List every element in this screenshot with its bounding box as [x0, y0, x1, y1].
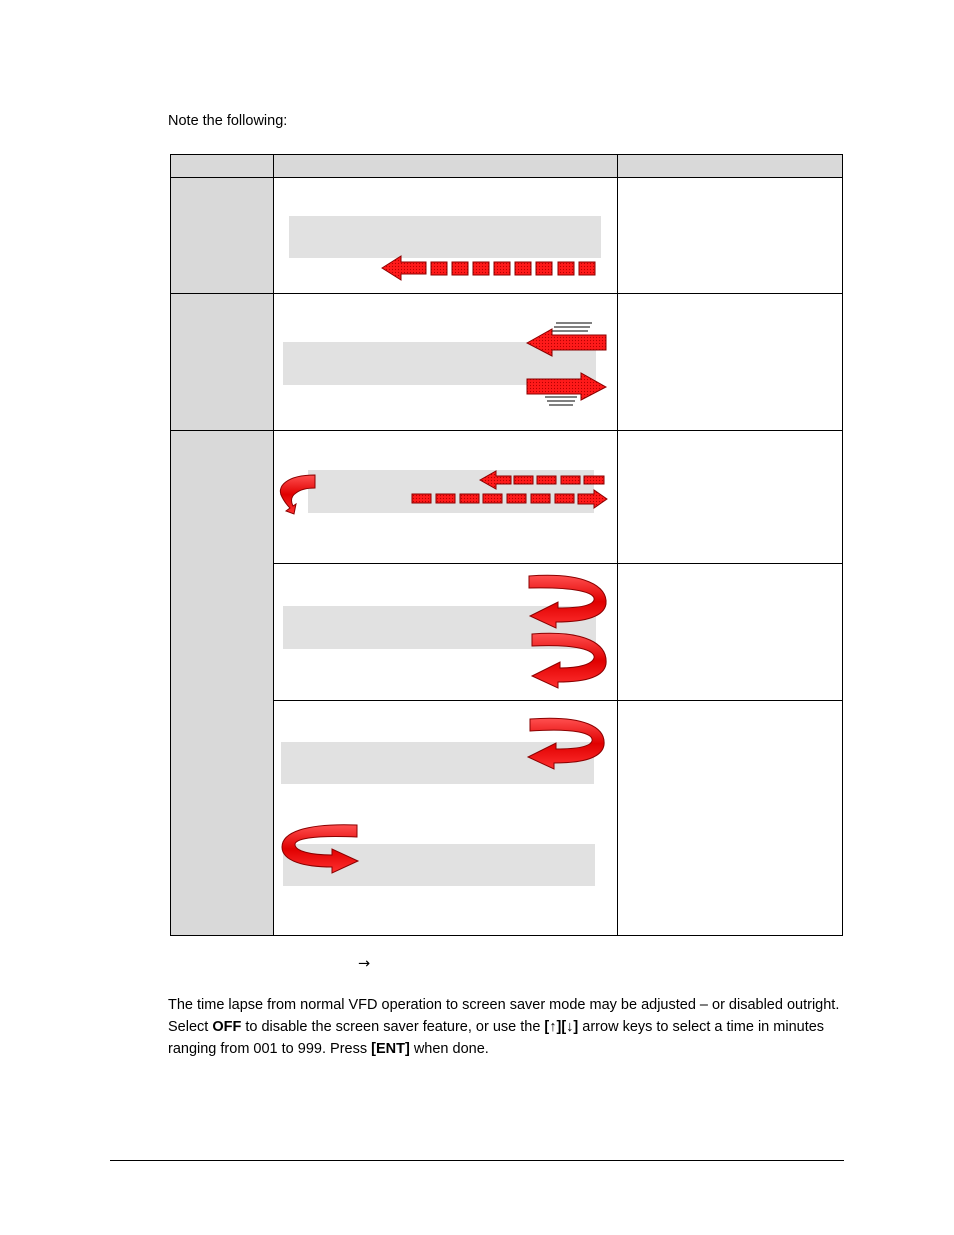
mode-cell — [171, 294, 274, 431]
display-demo-cell — [274, 294, 618, 431]
dual-wrap-arrows-icon — [274, 564, 618, 701]
menu-path — [358, 956, 370, 972]
description-cell — [618, 701, 843, 936]
scroll-left-arrow-icon — [274, 178, 618, 294]
arrow-keys: [↑][↓] — [544, 1019, 579, 1035]
opposite-wrap-arrows-icon — [274, 701, 618, 936]
loop-scroll-icon — [274, 431, 618, 564]
mode-cell — [171, 431, 274, 936]
screen-saver-modes-table — [170, 154, 843, 936]
intro-text: Note the following: — [168, 113, 288, 129]
table-header-row — [171, 155, 843, 178]
arrow-right-icon: → — [358, 956, 371, 972]
table-row — [171, 294, 843, 431]
description-cell — [618, 294, 843, 431]
screen-saver-paragraph: The time lapse from normal VFD operation to screen saver mode may be adjusted – or disabled outright. Select OFF to disable the screen saver feature, or use the [↑][↓] arrow keys to select a time in minutes ranging from 001 to 999. Press [ENT] when done. — [168, 997, 840, 1057]
slide-arrows-icon — [274, 294, 618, 431]
table-row — [171, 431, 843, 564]
display-demo-cell — [274, 564, 618, 701]
display-demo-cell — [274, 431, 618, 564]
header-cell-description — [618, 155, 843, 178]
description-cell — [618, 564, 843, 701]
enter-key: [ENT] — [371, 1041, 410, 1057]
description-cell — [618, 431, 843, 564]
off-option: OFF — [212, 1019, 242, 1035]
description-cell — [618, 178, 843, 294]
table-row — [171, 178, 843, 294]
header-cell-mode — [171, 155, 274, 178]
display-demo-cell — [274, 178, 618, 294]
mode-cell — [171, 178, 274, 294]
footer-rule — [110, 1160, 844, 1161]
header-cell-display — [274, 155, 618, 178]
display-demo-cell — [274, 701, 618, 936]
